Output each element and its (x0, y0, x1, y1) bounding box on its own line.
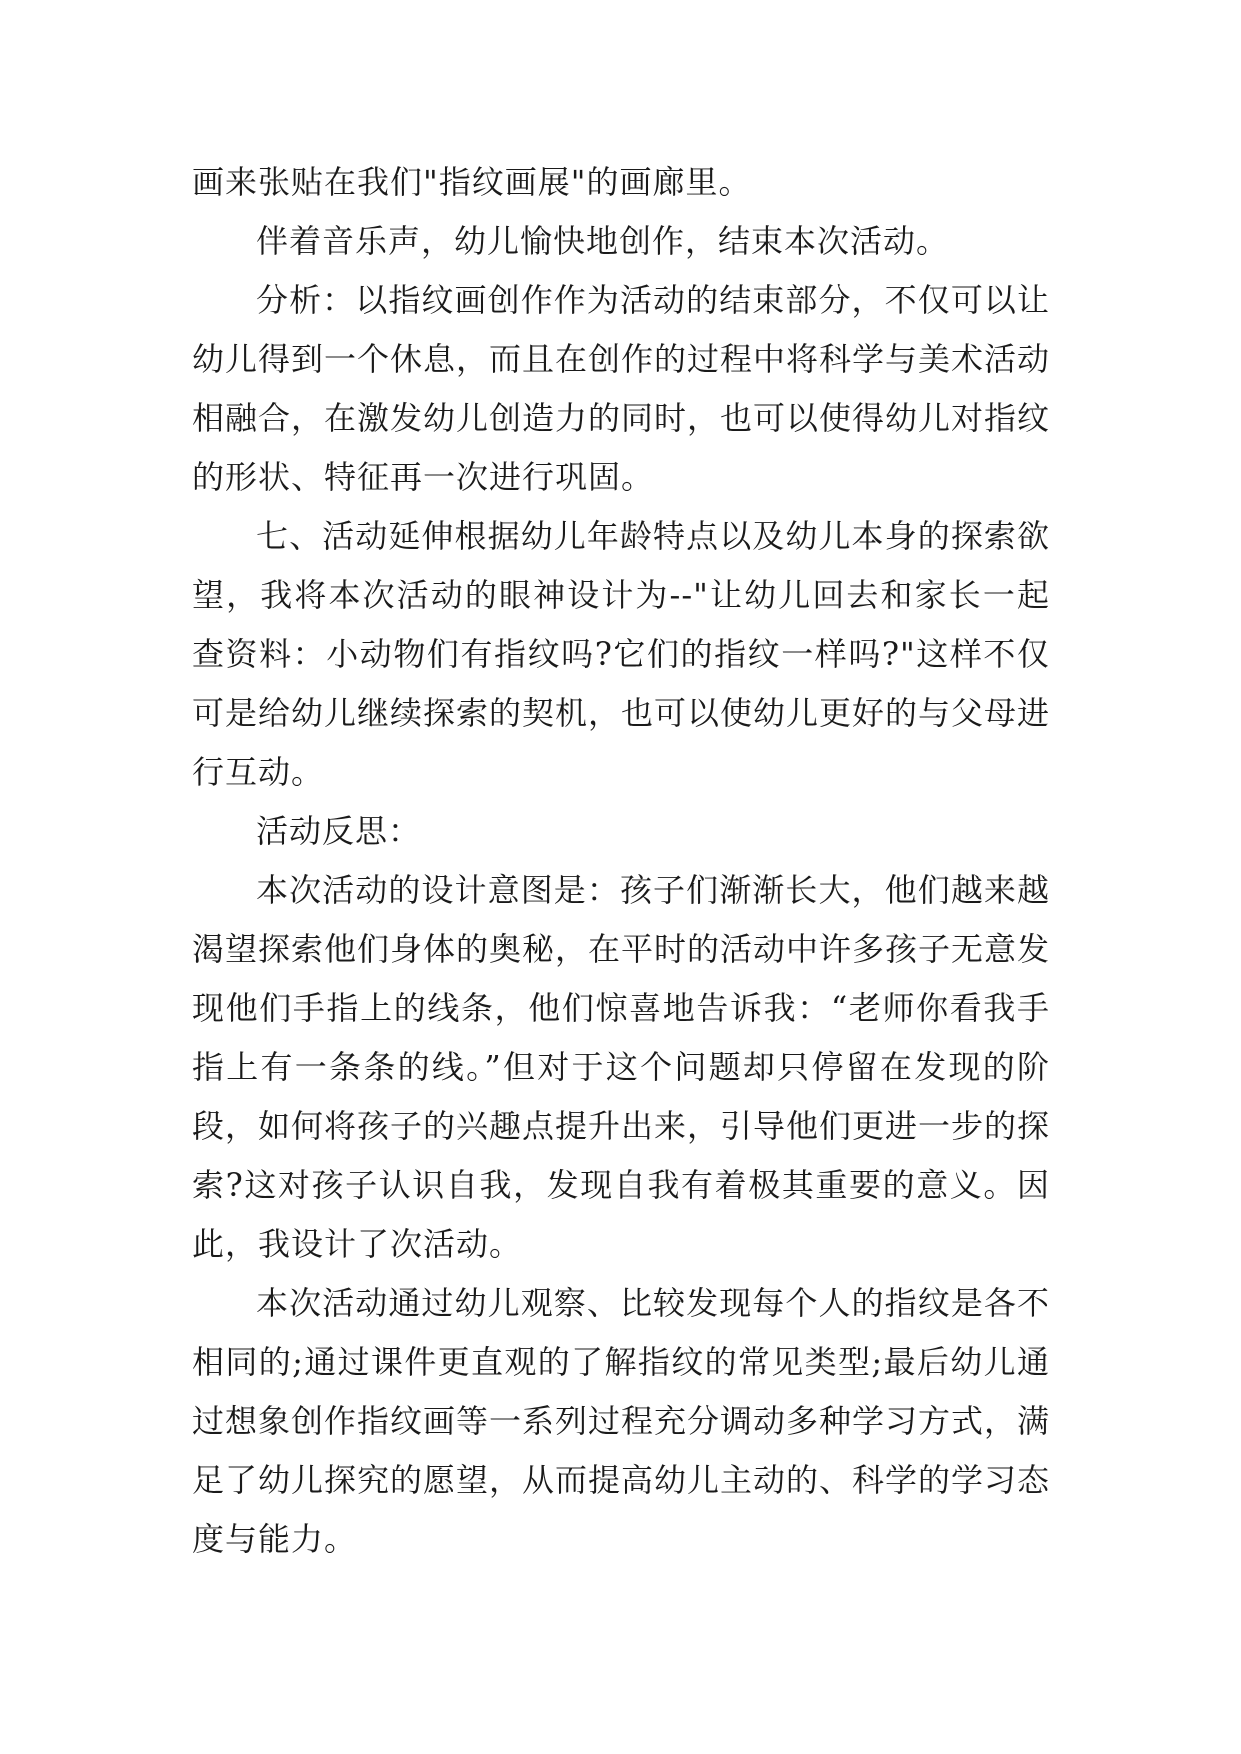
paragraph-2: 伴着音乐声，幼儿愉快地创作，结束本次活动。 (256, 222, 950, 260)
paragraph-analysis: 分析：以指纹画创作作为活动的结束部分，不仅可以让幼儿得到一个休息，而且在创作的过程中将科学与美术活动相融合，在激发幼儿创造力的同时，也可以使得幼儿对指纹的形状、特征再一次进行巩固。 (192, 281, 1051, 496)
document-body (192, 153, 1050, 1569)
paragraph-1: 画来张贴在我们"指纹画展"的画廊里。 (192, 163, 752, 201)
paragraph-reflection-summary: 本次活动通过幼儿观察、比较发现每个人的指纹是各不相同的;通过课件更直观的了解指纹的常见类型;最后幼儿通过想象创作指纹画等一系列过程充分调动多种学习方式，满足了幼儿探究的愿望，从而提高幼儿主动的、科学的学习态度与能力。 (192, 1284, 1051, 1558)
paragraph-extension: 七、活动延伸根据幼儿年龄特点以及幼儿本身的探索欲望，我将本次活动的眼神设计为--"让幼儿回去和家长一起查资料：小动物们有指纹吗?它们的指纹一样吗?"这样不仅可是给幼儿继续探索的契机，也可以使幼儿更好的与父母进行互动。 (192, 517, 1051, 791)
paragraph-reflection-intent: 本次活动的设计意图是：孩子们渐渐长大，他们越来越渴望探索他们身体的奥秘，在平时的活动中许多孩子无意发现他们手指上的线条，他们惊喜地告诉我：“老师你看我手指上有一条条的线。”但对于这个问题却只停留在发现的阶段，如何将孩子的兴趣点提升出来，引导他们更进一步的探索?这对孩子认识自我，发现自我有着极其重要的意义。因此，我设计了次活动。 (192, 871, 1051, 1263)
paragraph-reflection-heading: 活动反思： (256, 812, 422, 850)
